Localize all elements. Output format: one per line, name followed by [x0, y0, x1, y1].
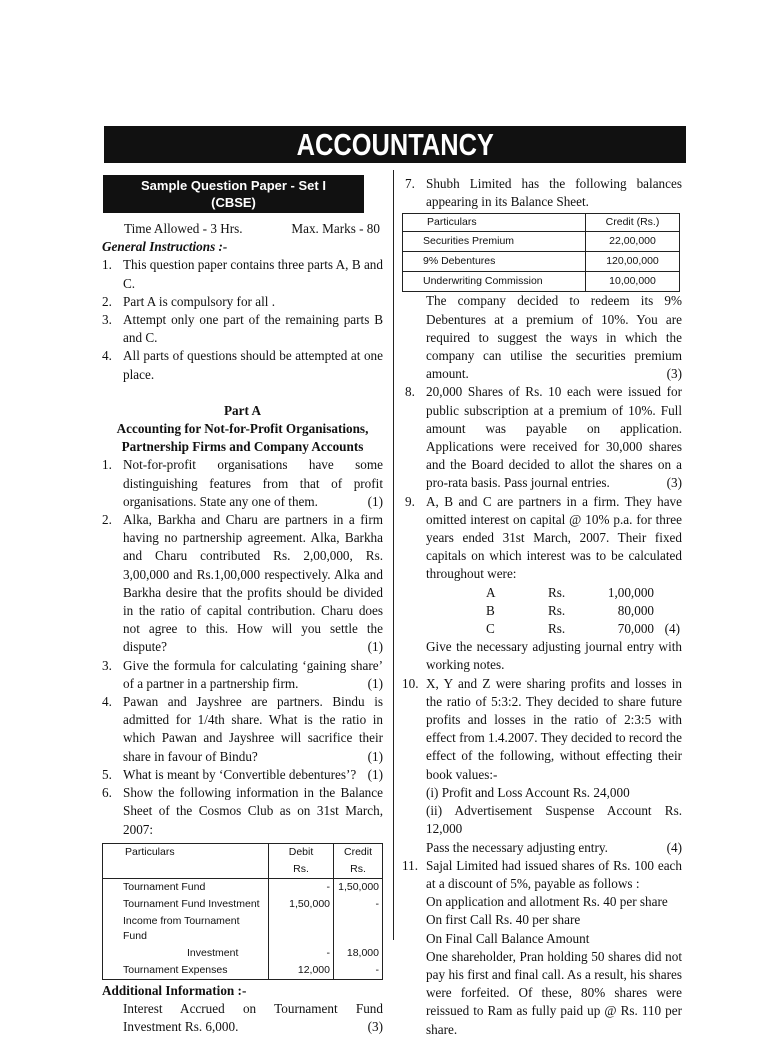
question-item: 1. Not-for-profit organisations have some distinguishing features from that of profit organisations. State any one of them. (1) — [102, 456, 383, 511]
question-text: One shareholder, Pran holding 50 shares did not pay his first and final call. As a result, his shares were forfeited. Of these, 80% shares were reissued to Ram as fully paid up @ Rs. 110 per share. — [426, 948, 682, 1037]
list-item: C Rs. 70,000 (4) — [486, 621, 680, 637]
list-item: 1. This question paper contains three parts A, B and C. — [102, 257, 383, 291]
right-column — [402, 175, 682, 1039]
question-item: 7. Shubh Limited has the following balances appearing in its Balance Sheet. — [405, 176, 682, 210]
balance-sheet-table — [102, 843, 383, 980]
capitals-list — [402, 584, 682, 639]
question-item: 3. Give the formula for calculating ‘gaining share’ of a partner in a partnership firm. (1) — [102, 657, 383, 693]
question-item: 9. A, B and C are partners in a firm. They have omitted interest on capital @ 10% p.a. for three years ended 31st March, 2007. Their fixed capitals on which interest was to be calculated throughout were: — [405, 493, 682, 582]
table-header-particulars: Particulars — [403, 214, 586, 232]
table-header-particulars: Particulars — [103, 843, 269, 861]
part-subheading-1: Accounting for Not-for-Profit Organisations, — [116, 421, 369, 437]
question-text: The company decided to redeem its 9% Debentures at a premium of 10%. You are required to suggest the ways in which the company can utilise the securities premium amount. (3) — [402, 292, 682, 383]
table-row: 9% Debentures 120,00,000 — [403, 252, 680, 272]
question-item: 10. X, Y and Z were sharing profits and losses in the ratio of 5:3:2. They decided to share future profits and losses in the ratio of 2:3:5 with effect from 1.4.2007. They decided to record the effect of the following, without effecting their book values:- — [402, 675, 682, 782]
table-row: Tournament Fund - 1,50,000 — [103, 878, 383, 896]
table-row: Income from Tournament Fund — [103, 913, 383, 945]
max-marks: Max. Marks - 80 — [291, 221, 380, 236]
list-item: 2. Part A is compulsory for all . — [102, 293, 276, 309]
list-item: 3. Attempt only one part of the remaining parts B and C. — [102, 312, 383, 346]
table-header-credit: Credit — [334, 843, 383, 861]
questions-left — [102, 456, 383, 838]
list-item: On application and allotment Rs. 40 per share — [426, 894, 668, 910]
list-item: A Rs. 1,00,000 — [486, 584, 654, 600]
securities-table — [402, 213, 680, 292]
question-item: 8. 20,000 Shares of Rs. 10 each were issued for public subscription at a premium of 10%. Full amount was payable on application. Applications were received for 30,000 shares and the Board decided to allot the shares on a pro-rata basis. Pass journal entries. (3) — [402, 383, 682, 492]
additional-heading: Additional Information :- — [102, 982, 247, 998]
question-item: 11. Sajal Limited had issued shares of Rs. 100 each at a discount of 5%, payable as follows : — [402, 857, 682, 891]
table-header-credit: Credit (Rs.) — [586, 214, 680, 232]
set-board: (CBSE) — [211, 195, 256, 210]
list-item: 4. All parts of questions should be attempted at one place. — [102, 348, 383, 382]
marks: (4) — [666, 839, 682, 855]
marks: (1) — [367, 675, 383, 691]
marks: (3) — [666, 366, 682, 382]
marks: (1) — [367, 766, 383, 782]
q10-item-i: (i) Profit and Loss Account Rs. 24,000 — [426, 784, 630, 800]
question-text: Pass the necessary adjusting entry. (4) — [402, 839, 682, 857]
table-header-debit: Debit — [269, 843, 334, 861]
question-item: 4. Pawan and Jayshree are partners. Bindu is admitted for 1/4th share. What is the ratio in which Pawan and Jayshree will sacrifice their share in favour of Bindu? (1) — [102, 693, 383, 766]
table-row: Investment - 18,000 — [103, 945, 383, 962]
table-header-rs: Rs. — [269, 861, 334, 879]
table-header-rs: Rs. — [334, 861, 383, 879]
marks: (1) — [367, 639, 383, 655]
part-subheading-2: Partnership Firms and Company Accounts — [121, 439, 364, 455]
table-row: Securities Premium 22,00,000 — [403, 232, 680, 252]
left-column — [102, 175, 383, 1036]
question-item: 6. Show the following information in the Balance Sheet of the Cosmos Club as on 31st March, 2007: — [102, 785, 383, 837]
instructions-list — [102, 256, 383, 383]
set-title: Sample Question Paper - Set I — [141, 178, 326, 193]
question-item: 5. What is meant by ‘Convertible debentures’? (1) — [102, 766, 383, 784]
q10-item-ii: (ii) Advertisement Suspense Account Rs. 12,000 — [426, 803, 682, 837]
part-heading: Part A — [224, 402, 261, 418]
table-row: Tournament Fund Investment 1,50,000 - — [103, 896, 383, 913]
page-title-banner — [104, 126, 686, 163]
question-item: 2. Alka, Barkha and Charu are partners in a firm having no partnership agreement. Alka, Barkha and Charu contributed Rs. 2,00,000, Rs. 3,00,000 and Rs.1,00,000 respectively. Alka and Barkha desire that the profits should be divided in the ratio of capital contribution. Charu does not agree to this. How will you settle the dispute? (1) — [102, 511, 383, 657]
additional-text: Interest Accrued on Tournament Fund Investment Rs. 6,000. (3) — [102, 1000, 383, 1036]
marks: (3) — [367, 1019, 383, 1035]
marks: (3) — [666, 475, 682, 491]
table-row: Underwriting Commission 10,00,000 — [403, 272, 680, 292]
marks: (1) — [367, 493, 383, 509]
time-marks-line — [102, 220, 383, 238]
column-divider — [393, 170, 394, 940]
set-box — [103, 175, 364, 213]
time-allowed: Time Allowed - 3 Hrs. — [124, 221, 243, 236]
list-item: On first Call Rs. 40 per share — [426, 912, 581, 928]
list-item: On Final Call Balance Amount — [426, 930, 590, 946]
instructions-heading: General Instructions :- — [102, 239, 228, 255]
page-title: ACCOUNTANCY — [296, 127, 494, 162]
question-text: Give the necessary adjusting journal entry with working notes. — [426, 639, 682, 673]
table-row: Tournament Expenses 12,000 - — [103, 962, 383, 980]
marks: (1) — [367, 748, 383, 764]
list-item: B Rs. 80,000 — [486, 602, 654, 618]
